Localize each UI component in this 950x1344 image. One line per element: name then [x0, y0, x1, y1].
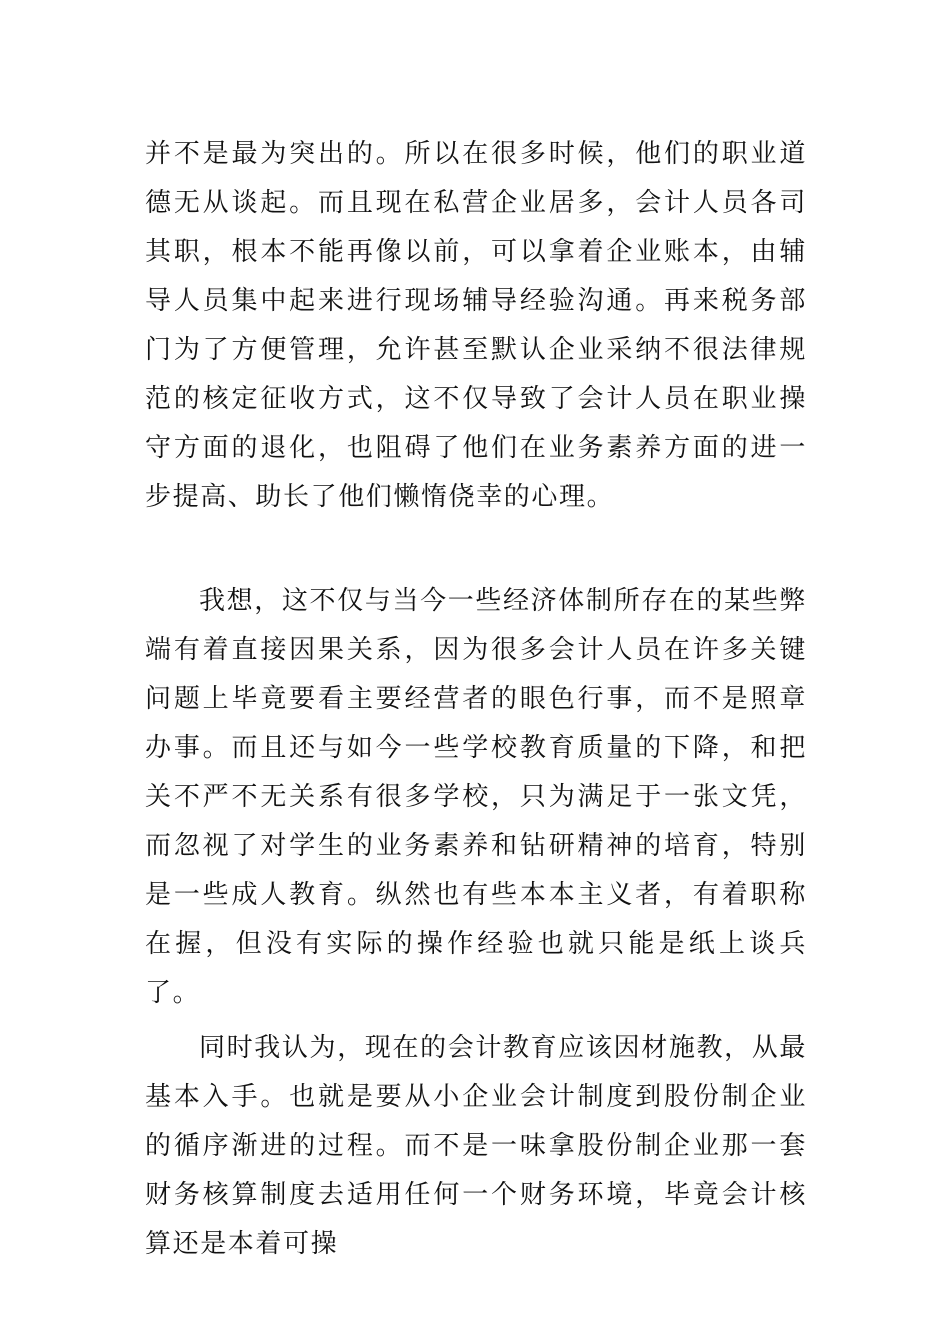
paragraph-2: 我想，这不仅与当今一些经济体制所存在的某些弊端有着直接因果关系，因为很多会计人员在许多关键问题上毕竟要看主要经营者的眼色行事，而不是照章办事。而且还与如今一些学校教育质量的下降，和把关不严不无关系有很多学校，只为满足于一张文凭，而忽视了对学生的业务素养和钻研精神的培育，特别是一些成人教育。纵然也有些本本主义者，有着职称在握，但没有实际的操作经验也就只能是纸上谈兵了。: [145, 586, 807, 1008]
paragraph-3: 同时我认为，现在的会计教育应该因材施教，从最基本入手。也就是要从小企业会计制度到股份制企业的循序渐进的过程。而不是一味拿股份制企业那一套财务核算制度去适用任何一个财务环境，毕竟会计核算还是本着可操: [145, 1033, 807, 1259]
paragraph-1: 并不是最为突出的。所以在很多时候，他们的职业道德无从谈起。而且现在私营企业居多，会计人员各司其职，根本不能再像以前，可以拿着企业账本，由辅导人员集中起来进行现场辅导经验沟通。再来税务部门为了方便管理，允许甚至默认企业采纳不很法律规范的核定征收方式，这不仅导致了会计人员在职业操守方面的退化，也阻碍了他们在业务素养方面的进一步提高、助长了他们懒惰侥幸的心理。: [145, 139, 807, 512]
